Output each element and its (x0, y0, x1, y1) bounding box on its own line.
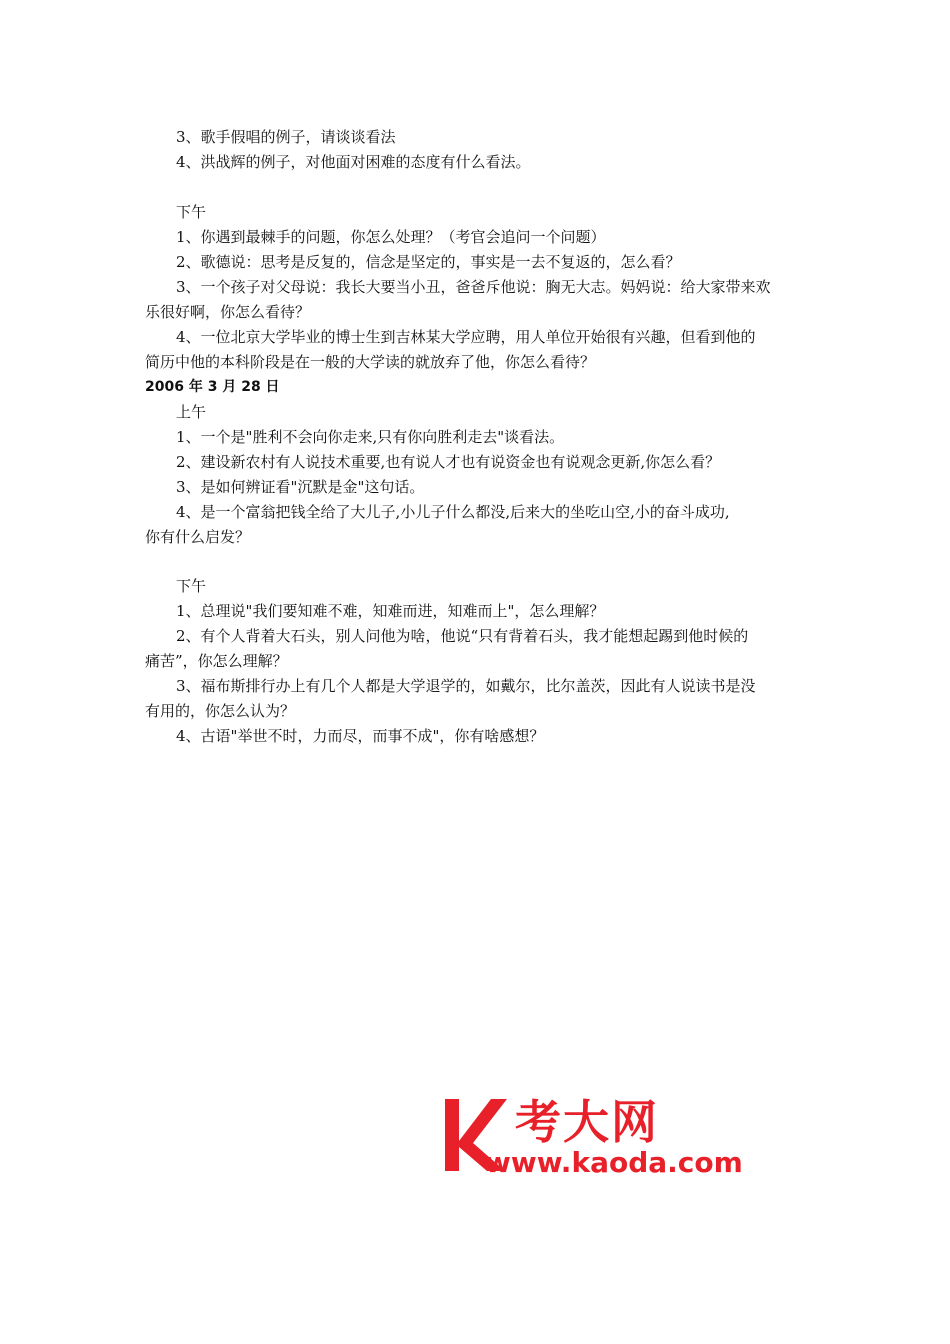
date-heading: 2006 年 3 月 28 日 (145, 379, 280, 395)
question-item: 1、一个是"胜利不会向你走来,只有你向胜利走去"谈看法。 (176, 428, 565, 446)
question-item: 3、歌手假唱的例子，请谈谈看法 (176, 128, 396, 146)
logo-url: www.kaoda.com (485, 1146, 743, 1179)
question-item: 2、建设新农村有人说技术重要,也有说人才也有说资金也有说观念更新,你怎么看？ (176, 453, 721, 471)
question-item: 4、洪战辉的例子，对他面对困难的态度有什么看法。 (176, 153, 531, 171)
question-continuation: 有用的，你怎么认为？ (145, 702, 296, 720)
question-item: 3、福布斯排行办上有几个人都是大学退学的，如戴尔，比尔盖茨，因此有人说读书是没 (176, 677, 756, 695)
question-continuation: 简历中他的本科阶段是在一般的大学读的就放弃了他，你怎么看待？ (145, 353, 596, 371)
logo-name: 考大网 (515, 1095, 659, 1149)
question-item: 3、是如何辨证看"沉默是金"这句话。 (176, 478, 425, 496)
question-item: 2、歌德说：思考是反复的，信念是坚定的，事实是一去不复返的，怎么看？ (176, 253, 681, 271)
section-heading-morning: 上午 (176, 403, 207, 421)
section-heading-afternoon: 下午 (176, 203, 207, 221)
question-item: 2、有个人背着大石头，别人问他为啥，他说“只有背着石头，我才能想起踢到他时候的 (176, 627, 749, 645)
question-continuation: 痛苦”，你怎么理解？ (145, 652, 288, 670)
question-item: 3、一个孩子对父母说：我长大要当小丑，爸爸斥他说：胸无大志。妈妈说：给大家带来欢 (176, 278, 771, 296)
kaoda-logo (443, 1095, 773, 1185)
question-item: 4、古语"举世不时，力而尽，而事不成"，你有啥感想？ (176, 727, 545, 745)
question-item: 4、是一个富翁把钱全给了大儿子,小儿子什么都没,后来大的坐吃山空,小的奋斗成功, (176, 503, 730, 521)
question-continuation: 乐很好啊，你怎么看待？ (145, 303, 311, 321)
question-item: 1、你遇到最棘手的问题，你怎么处理？（考官会追问一个问题） (176, 228, 606, 246)
section-heading-afternoon: 下午 (176, 577, 207, 595)
question-item: 1、总理说"我们要知难不难，知难而进，知难而上"，怎么理解？ (176, 602, 605, 620)
question-continuation: 你有什么启发？ (145, 528, 251, 546)
question-item: 4、一位北京大学毕业的博士生到吉林某大学应聘，用人单位开始很有兴趣，但看到他的 (176, 328, 756, 346)
